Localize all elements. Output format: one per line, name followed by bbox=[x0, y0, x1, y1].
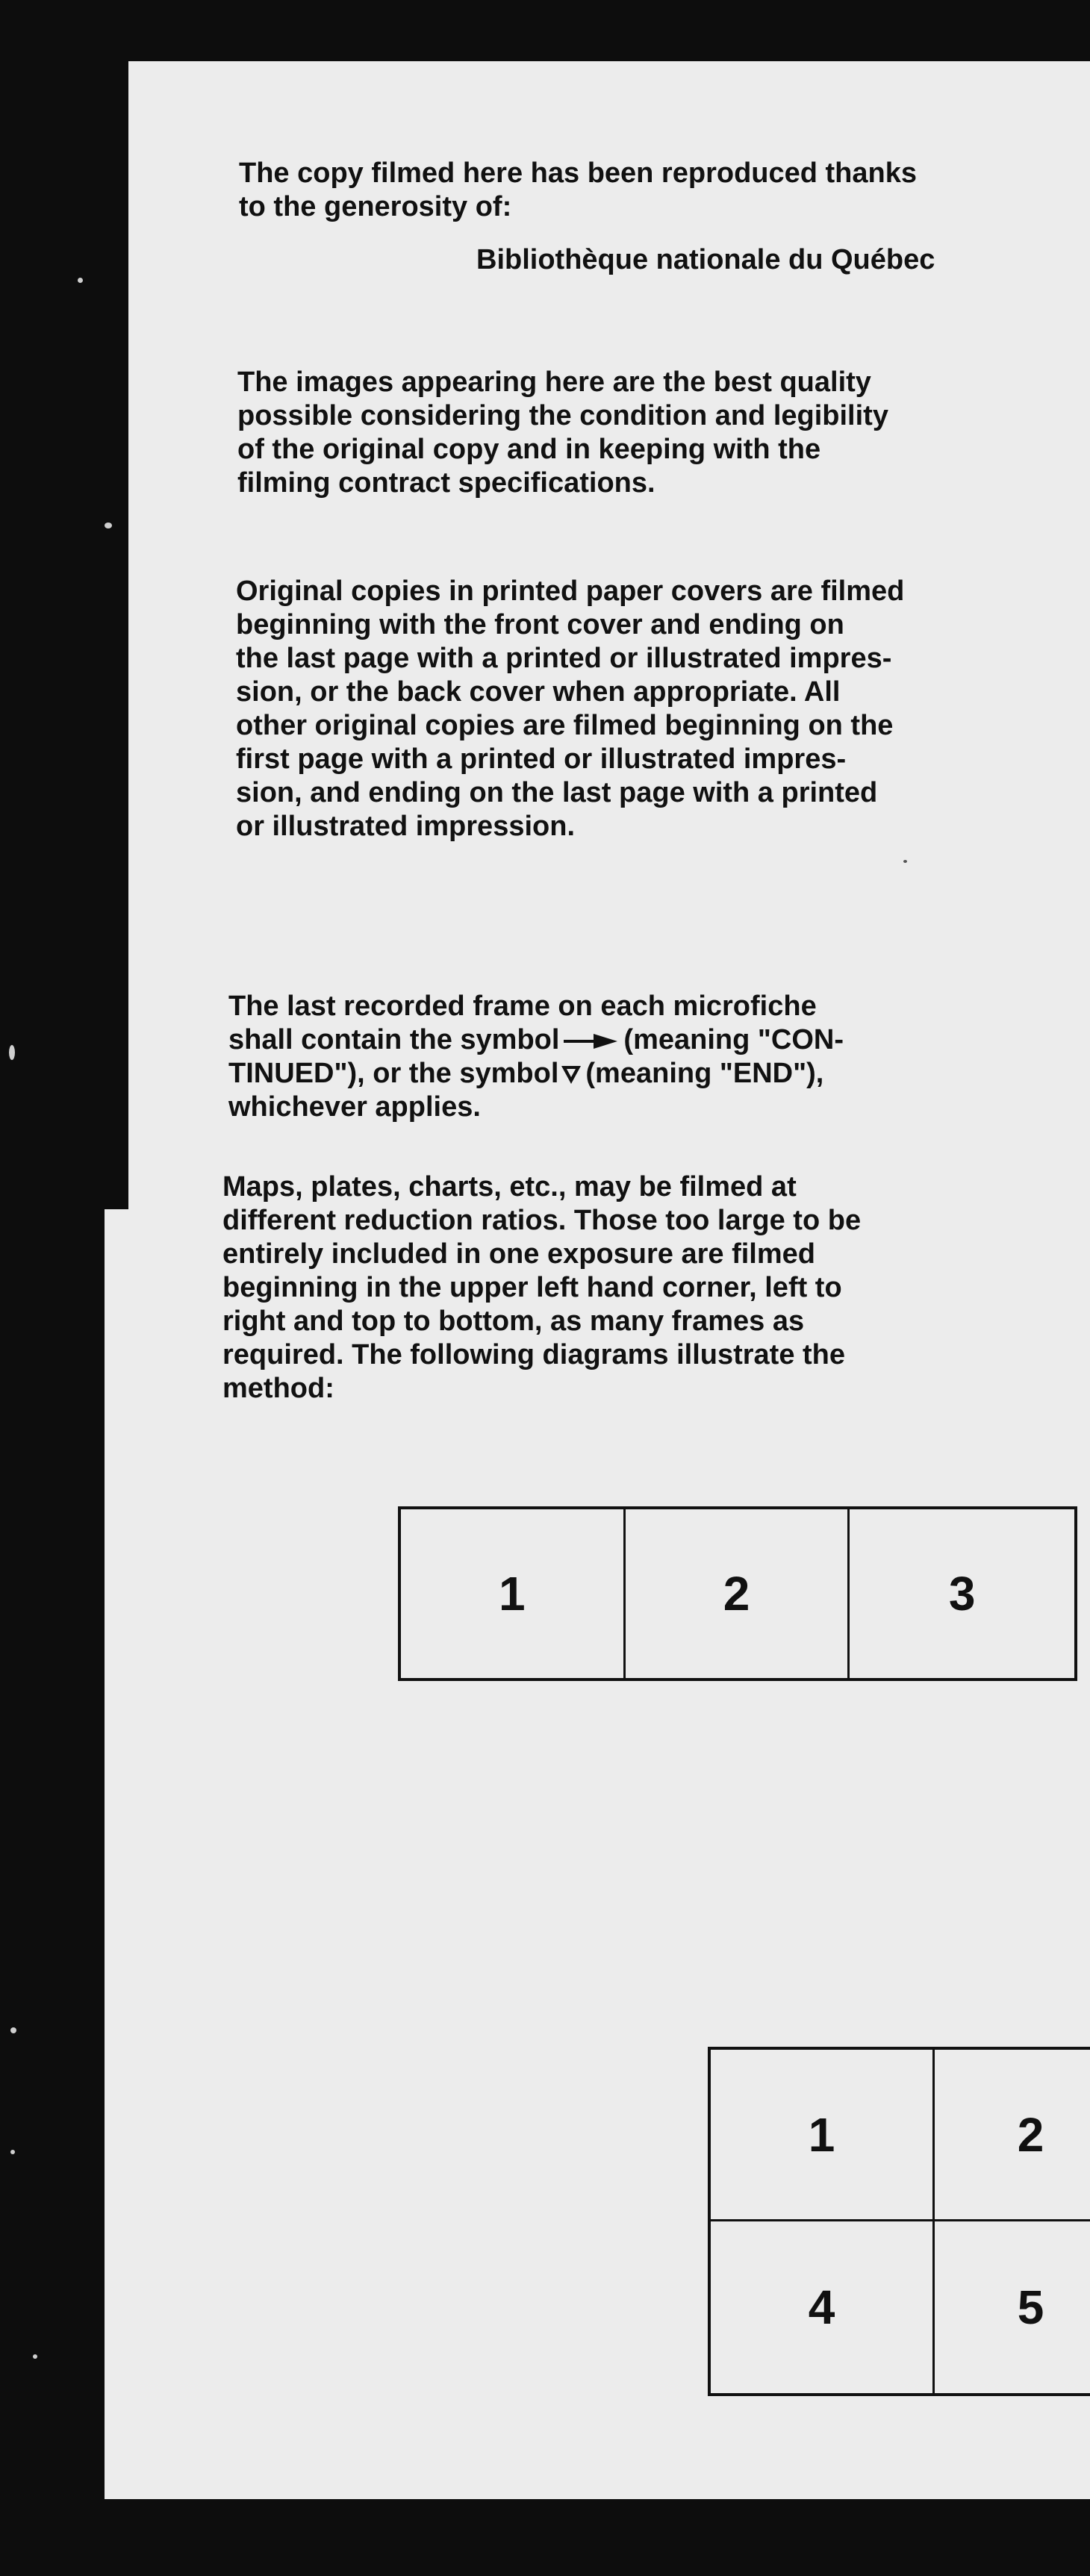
acknowledgement-paragraph bbox=[239, 157, 917, 224]
text-segment: TINUED"), or the symbol bbox=[228, 1058, 559, 1089]
text-line: sion, or the back cover when appropriate. All bbox=[236, 676, 841, 708]
frame-cell: 1 bbox=[401, 1509, 626, 1678]
institution-name: Bibliothèque nationale du Québec bbox=[476, 244, 935, 275]
grid-frame-diagram bbox=[708, 2047, 1090, 2396]
text-line: The last recorded frame on each microfiche bbox=[228, 991, 817, 1022]
text-line: the last page with a printed or illustrated impres- bbox=[236, 643, 892, 674]
text-line: different reduction ratios. Those too large to be bbox=[222, 1205, 862, 1236]
text-line: The images appearing here are the best quality bbox=[237, 367, 871, 398]
text-line: Original copies in printed paper covers are filmed bbox=[236, 576, 905, 607]
frame-cell: 1 bbox=[711, 2050, 935, 2221]
text-line: whichever applies. bbox=[228, 1091, 481, 1123]
frame-cell: 4 bbox=[711, 2221, 935, 2393]
text-line: right and top to bottom, as many frames as bbox=[222, 1306, 805, 1337]
film-speck bbox=[33, 2354, 37, 2359]
text-segment: shall contain the symbol bbox=[228, 1024, 560, 1055]
frame-cell: 2 bbox=[626, 1509, 850, 1678]
down-triangle-icon bbox=[561, 1066, 581, 1084]
text-line: to the generosity of: bbox=[239, 191, 512, 222]
text-line: of the original copy and in keeping with the bbox=[237, 434, 821, 465]
document-page-edge bbox=[105, 1209, 134, 2499]
three-frame-diagram bbox=[398, 1506, 1077, 1681]
frame-cell: 3 bbox=[948, 1567, 976, 1621]
film-speck bbox=[78, 278, 83, 283]
text-line: or illustrated impression. bbox=[236, 811, 575, 842]
text-line: beginning with the front cover and ending on bbox=[236, 609, 844, 640]
microfiche-symbol-paragraph bbox=[228, 990, 844, 1124]
large-format-paragraph bbox=[222, 1170, 861, 1406]
text-line: filming contract specifications. bbox=[237, 467, 655, 499]
frame-cell: 2 bbox=[935, 2050, 1090, 2221]
text-segment: (meaning "END"), bbox=[585, 1058, 824, 1089]
text-line: required. The following diagrams illustrate the bbox=[222, 1339, 846, 1370]
text-line: The copy filmed here has been reproduced thanks bbox=[239, 158, 918, 189]
film-speck bbox=[10, 2150, 15, 2154]
frame-cell: 5 bbox=[935, 2221, 1090, 2393]
text-line: sion, and ending on the last page with a printed bbox=[236, 777, 878, 808]
text-line: Maps, plates, charts, etc., may be filmed at bbox=[222, 1171, 797, 1203]
text-line: possible considering the condition and legibility bbox=[237, 400, 888, 431]
page-speck bbox=[903, 860, 907, 863]
text-line: beginning in the upper left hand corner, left to bbox=[222, 1272, 842, 1303]
film-speck bbox=[10, 2027, 16, 2033]
film-speck bbox=[105, 523, 112, 528]
film-speck bbox=[9, 1045, 15, 1060]
text-segment: (meaning "CON- bbox=[623, 1024, 844, 1055]
text-line: method: bbox=[222, 1373, 334, 1404]
text-line: entirely included in one exposure are filmed bbox=[222, 1238, 815, 1270]
text-line: first page with a printed or illustrated impres- bbox=[236, 743, 847, 775]
image-quality-paragraph bbox=[237, 366, 888, 500]
right-arrow-icon bbox=[564, 1034, 617, 1049]
filming-order-paragraph bbox=[236, 575, 904, 843]
text-line: other original copies are filmed beginning on the bbox=[236, 710, 894, 741]
